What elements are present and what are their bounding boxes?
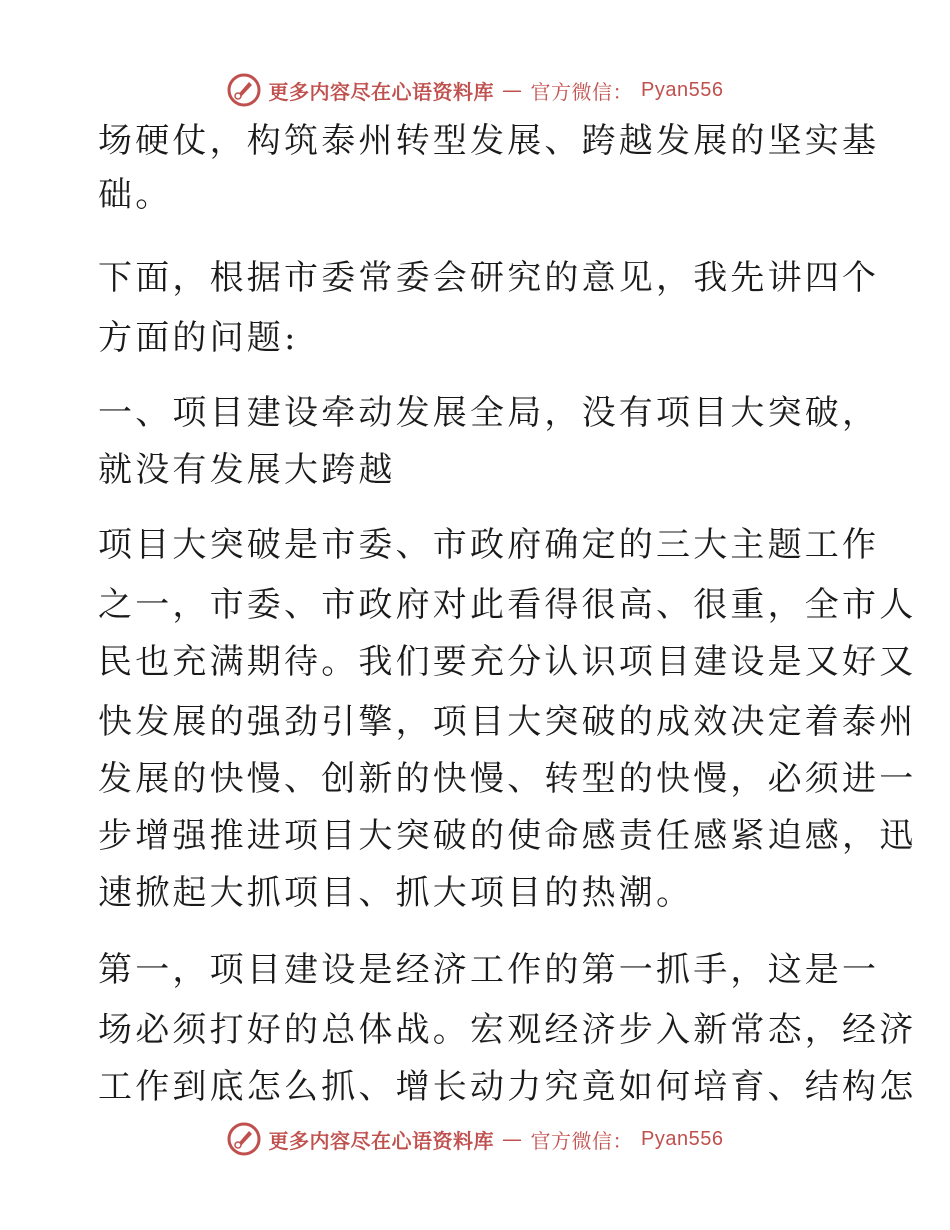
text-line: 一、项目建设牵动发展全局，没有项目大突破，: [98, 393, 880, 433]
text-line: 民也充满期待。我们要充分认识项目建设是又好又: [98, 642, 917, 682]
text-line: 项目大突破是市委、市政府确定的三大主题工作: [98, 525, 880, 565]
text-line: 础。: [98, 175, 173, 215]
watermark-brand: 更多内容尽在心语资料库: [268, 1128, 495, 1153]
text-line: 就没有发展大跨越: [98, 450, 396, 490]
text-line: 快发展的强劲引擎，项目大突破的成效决定着泰州: [98, 702, 917, 742]
watermark-label: 官方微信：: [530, 79, 634, 104]
watermark-label: 官方微信：: [530, 1128, 634, 1153]
watermark-separator: —: [502, 78, 523, 102]
text-line: 场必须打好的总体战。宏观经济步入新常态，经济: [98, 1010, 917, 1050]
text-line: 速掀起大抓项目、抓大项目的热潮。: [98, 873, 694, 913]
watermark-account: Pyan556: [641, 78, 724, 101]
text-line: 发展的快慢、创新的快慢、转型的快慢，必须进一: [98, 759, 917, 799]
text-line: 第一，项目建设是经济工作的第一抓手，这是一: [98, 950, 880, 990]
text-line: 场硬仗，构筑泰州转型发展、跨越发展的坚实基: [98, 121, 880, 161]
text-line: 步增强推进项目大突破的使命感责任感紧迫感，迅: [98, 816, 917, 856]
watermark-brand: 更多内容尽在心语资料库: [268, 79, 495, 104]
watermark-separator: —: [502, 1127, 523, 1151]
text-line: 工作到底怎么抓、增长动力究竟如何培育、结构怎: [98, 1067, 917, 1107]
footer-watermark: [0, 1119, 950, 1159]
text-line: 下面，根据市委常委会研究的意见，我先讲四个: [98, 258, 880, 298]
text-line: 之一，市委、市政府对此看得很高、很重，全市人: [98, 585, 917, 625]
text-line: 方面的问题:: [98, 318, 299, 358]
quill-logo-icon: [227, 1122, 261, 1156]
quill-logo-icon: [227, 73, 261, 107]
watermark-account: Pyan556: [641, 1127, 724, 1150]
header-watermark: [0, 70, 950, 110]
